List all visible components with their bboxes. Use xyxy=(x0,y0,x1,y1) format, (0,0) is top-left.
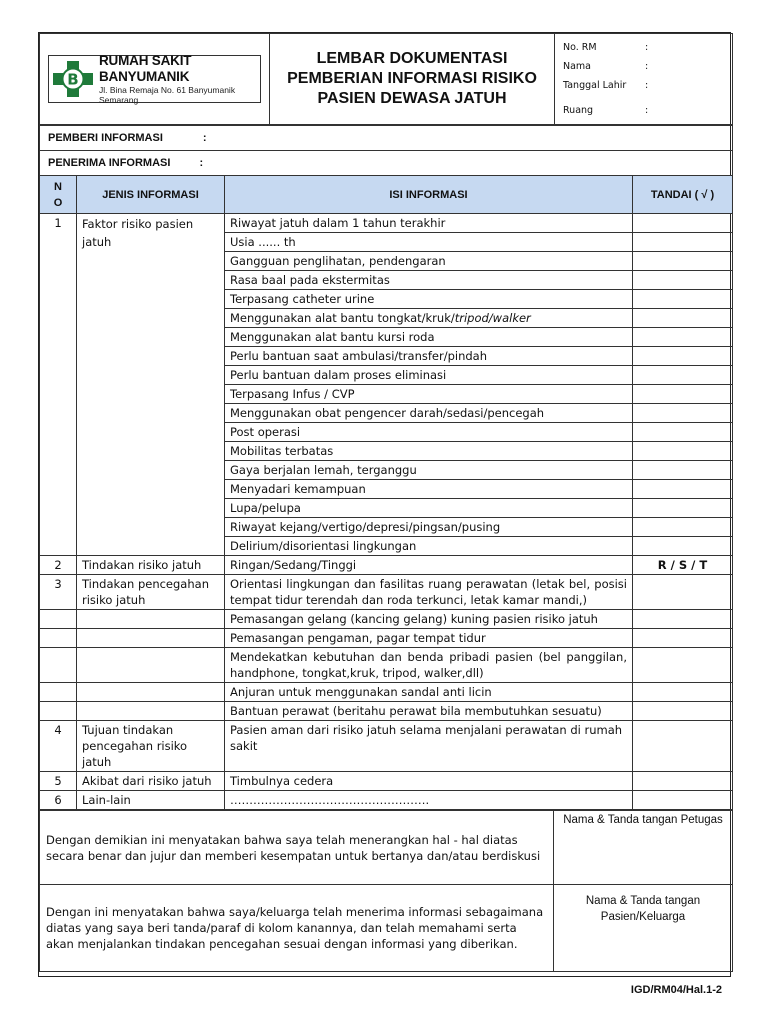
form-page xyxy=(38,32,731,977)
empty-cell xyxy=(40,610,77,629)
section-3-item: Pemasangan pengaman, pagar tempat tidur xyxy=(225,629,633,648)
check-cell[interactable] xyxy=(633,233,733,252)
check-cell[interactable] xyxy=(633,309,733,328)
title-line-2: PEMBERIAN INFORMASI RISIKO xyxy=(287,70,537,87)
pemberi-label: PEMBERI INFORMASI xyxy=(48,132,163,144)
section-1-jenis: Faktor risiko pasien jatuh xyxy=(77,214,225,556)
check-cell[interactable] xyxy=(633,328,733,347)
pemberi-informasi-row[interactable] xyxy=(40,126,733,151)
meta-label-nama: Nama xyxy=(563,61,592,72)
form-code: IGD/RM04/Hal.1-2 xyxy=(630,984,722,996)
empty-cell xyxy=(77,702,225,721)
check-cell[interactable] xyxy=(633,442,733,461)
header-jenis: JENIS INFORMASI xyxy=(77,176,225,214)
meta-label-tgl-lahir: Tanggal Lahir xyxy=(563,80,627,91)
section-1-item: Post operasi xyxy=(225,423,633,442)
check-cell[interactable] xyxy=(633,480,733,499)
form-header-table xyxy=(39,33,733,125)
meta-sep: : xyxy=(645,105,649,116)
item-italic-text: tripod/walker xyxy=(454,311,531,325)
hospital-name: RUMAH SAKIT BANYUMANIK xyxy=(99,53,192,84)
title-line-3: PASIEN DEWASA JATUH xyxy=(317,90,507,107)
section-2-jenis: Tindakan risiko jatuh xyxy=(77,556,225,575)
section-3-item: Mendekatkan kebutuhan dan benda pribadi pasien (bel panggilan, handphone, tongkat,kruk, tripod, walker,dll) xyxy=(225,648,633,683)
section-1-item: Perlu bantuan saat ambulasi/transfer/pindah xyxy=(225,347,633,366)
empty-cell xyxy=(40,702,77,721)
section-2-isi: Ringan/Sedang/Tinggi xyxy=(225,556,633,575)
section-1-item: Usia ...... th xyxy=(225,233,633,252)
form-title xyxy=(270,34,555,125)
section-1-item: Riwayat jatuh dalam 1 tahun terakhir xyxy=(225,214,633,233)
section-1-item: Terpasang catheter urine xyxy=(225,290,633,309)
section-3-item: Bantuan perawat (beritahu perawat bila membutuhkan sesuatu) xyxy=(225,702,633,721)
empty-cell xyxy=(77,648,225,683)
meta-sep: : xyxy=(645,80,649,91)
check-cell[interactable] xyxy=(633,610,733,629)
section-2-tandai[interactable]: R / S / T xyxy=(633,556,733,575)
check-cell[interactable] xyxy=(633,347,733,366)
section-1-item: Riwayat kejang/vertigo/depresi/pingsan/pusing xyxy=(225,518,633,537)
section-1-item: Menggunakan alat bantu kursi roda xyxy=(225,328,633,347)
section-3-no: 3 xyxy=(40,575,77,610)
check-cell[interactable] xyxy=(633,214,733,233)
section-1-item: Gangguan penglihatan, pendengaran xyxy=(225,252,633,271)
svg-text:B: B xyxy=(67,70,79,89)
empty-cell xyxy=(40,683,77,702)
section-1-item: Terpasang Infus / CVP xyxy=(225,385,633,404)
check-cell[interactable] xyxy=(633,518,733,537)
section-6-jenis: Lain-lain xyxy=(77,791,225,810)
header-no: N O xyxy=(40,176,77,214)
section-6-isi[interactable]: ……………………………………………. xyxy=(225,791,633,810)
check-cell[interactable] xyxy=(633,404,733,423)
section-4-no: 4 xyxy=(40,721,77,772)
check-cell[interactable] xyxy=(633,629,733,648)
empty-cell xyxy=(40,629,77,648)
section-1-item: Rasa baal pada ekstermitas xyxy=(225,271,633,290)
section-3-jenis: Tindakan pencegahan risiko jatuh xyxy=(77,575,225,610)
section-6-no: 6 xyxy=(40,791,77,810)
section-5-isi: Timbulnya cedera xyxy=(225,772,633,791)
section-1-item: Delirium/disorientasi lingkungan xyxy=(225,537,633,556)
section-3-item: Anjuran untuk menggunakan sandal anti licin xyxy=(225,683,633,702)
empty-cell xyxy=(77,683,225,702)
check-cell[interactable] xyxy=(633,721,733,772)
empty-cell xyxy=(77,629,225,648)
check-cell[interactable] xyxy=(633,385,733,404)
section-5-jenis: Akibat dari risiko jatuh xyxy=(77,772,225,791)
section-1-no: 1 xyxy=(40,214,77,556)
item-text: Menggunakan alat bantu tongkat/kruk/ xyxy=(230,311,455,325)
hospital-city: Semarang xyxy=(99,95,139,105)
check-cell[interactable] xyxy=(633,537,733,556)
check-cell[interactable] xyxy=(633,252,733,271)
statement-pasien: Dengan ini menyatakan bahwa saya/keluarga telah menerima informasi sebagaimana diatas yang saya beri tanda/paraf di kolom kanannya, dan telah memahami serta akan menjalankan tindakan pencegahan sesuai dengan informasi yang diberikan. xyxy=(40,885,554,972)
header-isi: ISI INFORMASI xyxy=(225,176,633,214)
empty-cell xyxy=(77,610,225,629)
logo-cell xyxy=(40,34,270,125)
hospital-address: Jl. Bina Remaja No. 61 Banyumanik xyxy=(99,85,236,95)
check-cell[interactable] xyxy=(633,423,733,442)
section-3-item: Pemasangan gelang (kancing gelang) kuning pasien risiko jatuh xyxy=(225,610,633,629)
check-cell[interactable] xyxy=(633,499,733,518)
penerima-label: PENERIMA INFORMASI xyxy=(48,157,171,169)
section-5-no: 5 xyxy=(40,772,77,791)
check-cell[interactable] xyxy=(633,366,733,385)
section-1-item-walker xyxy=(225,309,633,328)
check-cell[interactable] xyxy=(633,683,733,702)
check-cell[interactable] xyxy=(633,290,733,309)
check-cell[interactable] xyxy=(633,271,733,290)
section-1-item: Lupa/pelupa xyxy=(225,499,633,518)
info-table xyxy=(39,125,733,810)
section-1-item: Mobilitas terbatas xyxy=(225,442,633,461)
colon: : xyxy=(199,157,204,169)
empty-cell xyxy=(40,648,77,683)
patient-meta xyxy=(555,34,733,125)
signature-pasien-label-2: Pasien/Keluarga xyxy=(600,911,686,923)
section-3-item: Orientasi lingkungan dan fasilitas ruang perawatan (letak bel, posisi tempat tidur terendah dan roda terkunci, letak kamar mandi,) xyxy=(225,575,633,610)
check-cell[interactable] xyxy=(633,702,733,721)
section-4-jenis: Tujuan tindakan pencegahan risiko jatuh xyxy=(77,721,225,772)
section-1-item: Gaya berjalan lemah, terganggu xyxy=(225,461,633,480)
signature-pasien-label-1: Nama & Tanda tangan xyxy=(585,895,701,907)
section-1-item: Menyadari kemampuan xyxy=(225,480,633,499)
check-cell[interactable] xyxy=(633,772,733,791)
signature-petugas-label: Nama & Tanda tangan Petugas xyxy=(563,814,723,826)
check-cell[interactable] xyxy=(633,648,733,683)
check-cell[interactable] xyxy=(633,461,733,480)
meta-sep: : xyxy=(645,42,649,53)
section-1-item: Perlu bantuan dalam proses eliminasi xyxy=(225,366,633,385)
section-2-no: 2 xyxy=(40,556,77,575)
check-cell[interactable] xyxy=(633,791,733,810)
meta-label-rm: No. RM xyxy=(563,42,597,53)
meta-sep: : xyxy=(645,61,649,72)
penerima-informasi-row[interactable] xyxy=(40,151,733,176)
header-tandai: TANDAI ( √ ) xyxy=(633,176,733,214)
signature-pasien[interactable] xyxy=(554,885,733,972)
section-4-isi: Pasien aman dari risiko jatuh selama menjalani perawatan di rumah sakit xyxy=(225,721,633,772)
colon: : xyxy=(202,132,207,144)
check-cell[interactable] xyxy=(633,575,733,610)
statement-table xyxy=(39,810,733,972)
hospital-b-icon xyxy=(53,61,93,97)
signature-petugas[interactable] xyxy=(554,811,733,885)
section-1-item: Menggunakan obat pengencer darah/sedasi/pencegah xyxy=(225,404,633,423)
title-line-1: LEMBAR DOKUMENTASI xyxy=(316,50,508,67)
meta-label-ruang: Ruang xyxy=(563,105,594,116)
statement-petugas: Dengan demikian ini menyatakan bahwa saya telah menerangkan hal - hal diatas secara benar dan jujur dan memberi kesempatan untuk bertanya dan/atau berdiskusi xyxy=(40,811,554,885)
hospital-logo xyxy=(48,55,261,103)
